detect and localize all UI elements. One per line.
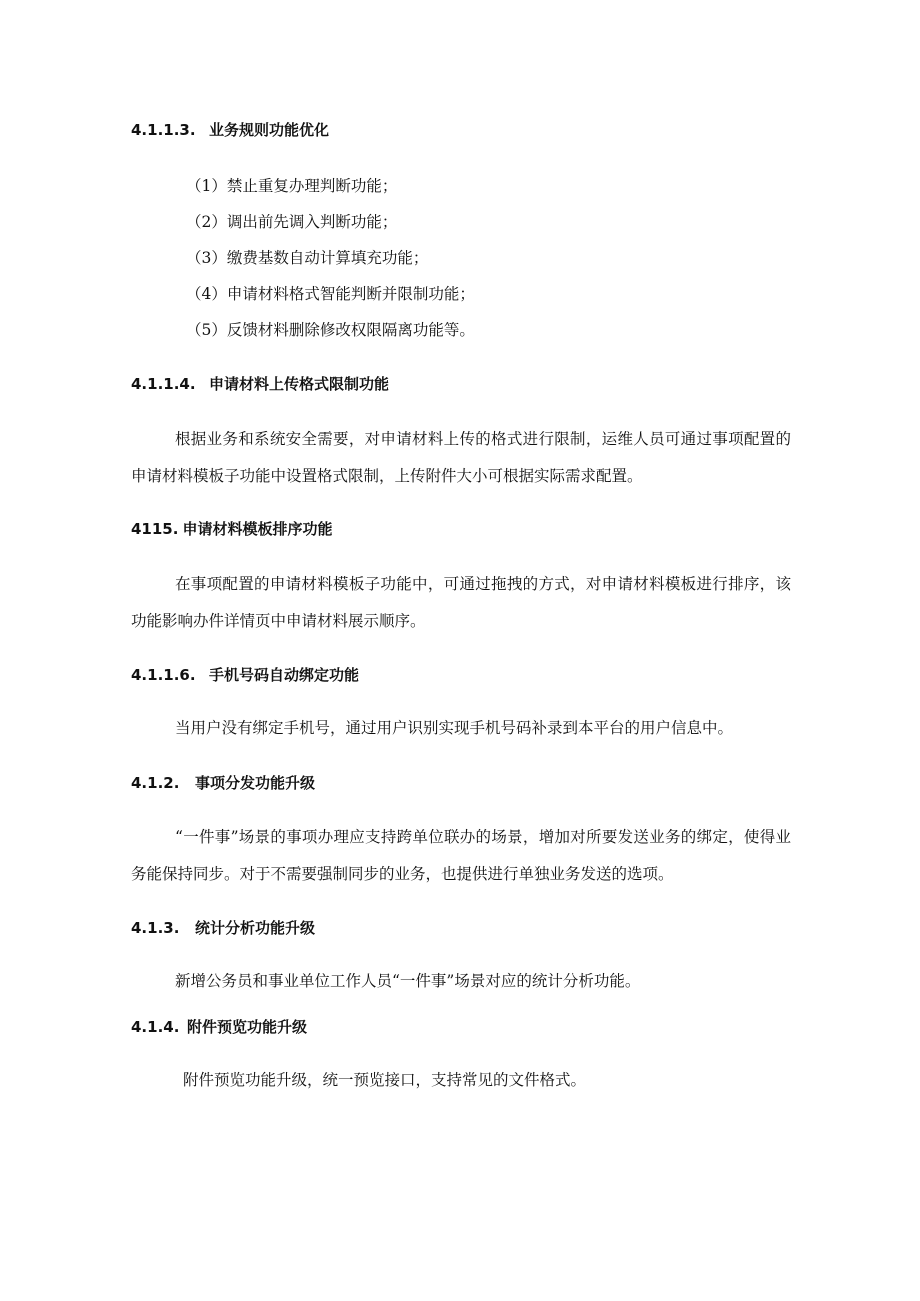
section-heading: [131, 918, 315, 938]
list-item: （2）调出前先调入判断功能；: [186, 213, 398, 231]
section-title: 附件预览功能升级: [187, 1018, 308, 1036]
section-heading: [131, 374, 389, 394]
section-number: 4.1.1.3.: [131, 121, 196, 139]
section-heading: [131, 120, 329, 140]
section-number: 4.1.1.4.: [131, 375, 196, 393]
section-title: 业务规则功能优化: [209, 121, 330, 139]
list-item: （4）申请材料格式智能判断并限制功能；: [186, 285, 475, 303]
section-title: 申请材料上传格式限制功能: [209, 375, 390, 393]
section-title: 手机号码自动绑定功能: [209, 666, 360, 684]
section-title: 事项分发功能升级: [195, 774, 316, 792]
section-number: 4115.: [131, 520, 179, 538]
list-item: （5）反馈材料删除修改权限隔离功能等。: [186, 321, 475, 339]
section-number: 4.1.1.6.: [131, 666, 196, 684]
section-heading: [131, 773, 315, 793]
section-heading: [131, 519, 332, 539]
section-paragraph: 附件预览功能升级，统一预览接口，支持常见的文件格式。: [183, 1071, 587, 1089]
section-title: 统计分析功能升级: [195, 919, 316, 937]
section-number: 4.1.2.: [131, 774, 180, 792]
section-heading: [131, 1017, 307, 1037]
section-paragraph: 在事项配置的申请材料模板子功能中，可通过拖拽的方式，对申请材料模板进行排序，该功能影响办件详情页中申请材料展示顺序。: [131, 575, 791, 630]
section-paragraph: 当用户没有绑定手机号，通过用户识别实现手机号码补录到本平台的用户信息中。: [175, 719, 734, 737]
section-heading: [131, 665, 359, 685]
section-paragraph: 新增公务员和事业单位工作人员“一件事”场景对应的统计分析功能。: [175, 972, 641, 990]
section-number: 4.1.4.: [131, 1018, 180, 1036]
list-item: （1）禁止重复办理判断功能；: [186, 177, 398, 195]
section-title: 申请材料模板排序功能: [182, 520, 333, 538]
section-paragraph: “一件事”场景的事项办理应支持跨单位联办的场景，增加对所要发送业务的绑定，使得业务能保持同步。对于不需要强制同步的业务，也提供进行单独业务发送的选项。: [131, 828, 791, 883]
section-paragraph: 根据业务和系统安全需要，对申请材料上传的格式进行限制，运维人员可通过事项配置的申请材料模板子功能中设置格式限制，上传附件大小可根据实际需求配置。: [131, 430, 791, 485]
list-item: （3）缴费基数自动计算填充功能；: [186, 249, 429, 267]
section-number: 4.1.3.: [131, 919, 180, 937]
